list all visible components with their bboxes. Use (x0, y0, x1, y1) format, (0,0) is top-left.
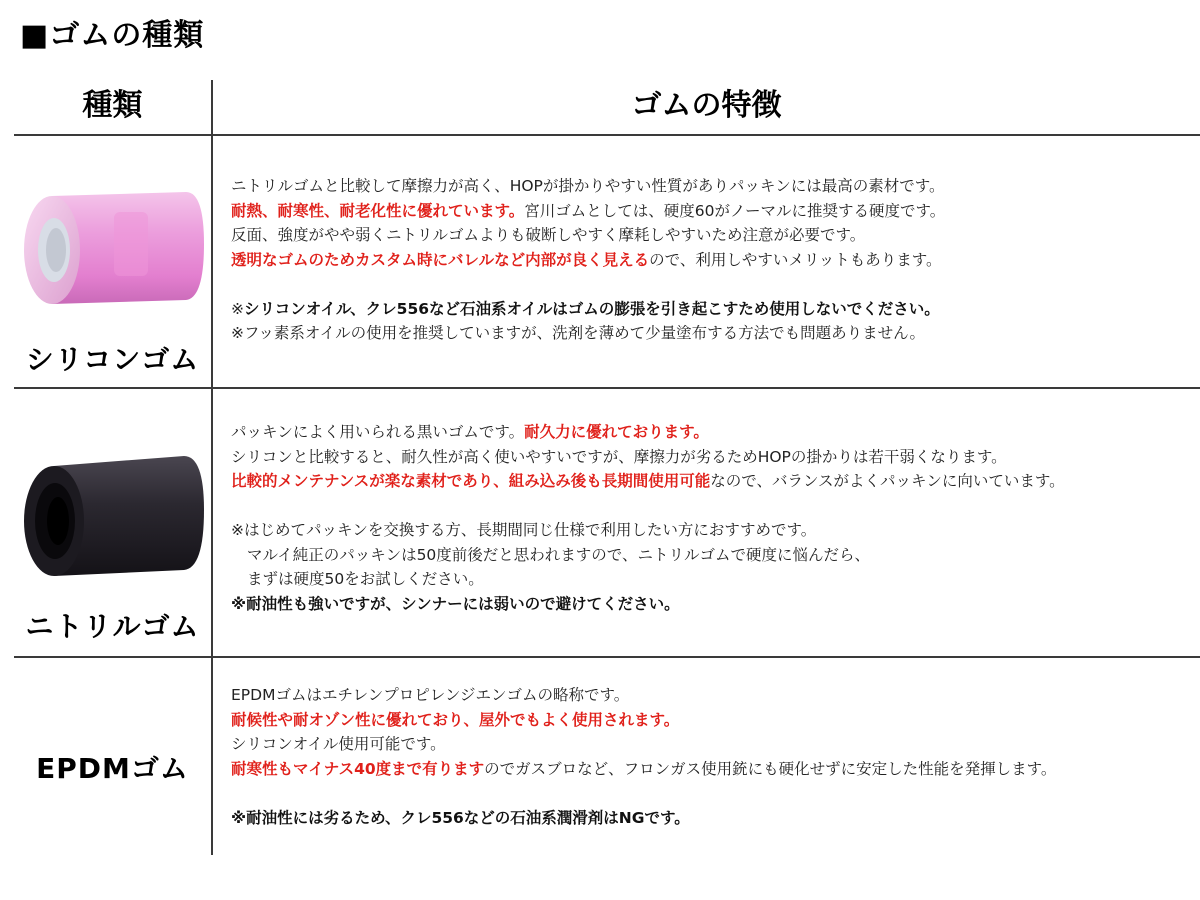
pink-translucent-tube-icon (18, 182, 208, 312)
highlight-text: 耐熱、耐寒性、耐老化性に優れています。 (231, 201, 525, 220)
silicone-description (231, 174, 1191, 346)
highlight-text: 耐候性や耐オゾン性に優れており、屋外でもよく使用されます。 (231, 710, 680, 729)
black-tube-icon (18, 446, 208, 584)
description-line (231, 199, 1191, 224)
description-line (231, 248, 1191, 273)
body-text: ので、利用しやすいメリットもあります。 (649, 250, 942, 269)
body-text: シリコンオイル使用可能です。 (231, 735, 446, 753)
body-text: まずは硬度50をお試しください。 (247, 570, 484, 588)
description-line (231, 567, 1191, 592)
row-divider (14, 134, 1200, 136)
page-title: ■ゴムの種類 (20, 18, 205, 53)
description-line (231, 469, 1191, 494)
epdm-description (231, 683, 1191, 830)
body-text: ニトリルゴムと比較して摩擦力が高く、HOPが掛かりやすい性質がありパッキンには最高の素材です。 (231, 177, 945, 195)
rubber-type-name: ニトリルゴム (25, 610, 200, 643)
row-divider (14, 656, 1200, 658)
body-text: マルイ純正のパッキンは50度前後だと思われますので、ニトリルゴムで硬度に悩んだら、 (247, 545, 870, 564)
body-text: ※はじめてパッキンを交換する方、長期間同じ仕様で利用したい方におすすめです。 (231, 521, 817, 539)
type-column-header: 種類 (82, 88, 143, 123)
description-line (231, 683, 1191, 708)
description-line (231, 543, 1191, 568)
description-line (231, 732, 1191, 757)
description-line (231, 708, 1191, 733)
description-line (231, 781, 1191, 806)
body-text: のでガスブロなど、フロンガス使用銃にも硬化せずに安定した性能を発揮します。 (484, 759, 1057, 778)
highlight-text: 耐久力に優れております。 (524, 423, 709, 441)
row-divider (14, 387, 1200, 389)
body-text: なので、バランスがよくパッキンに向いています。 (710, 472, 1065, 490)
body-text: 宮川ゴムとしては、硬度60がノーマルに推奨する硬度です。 (524, 201, 946, 220)
bold-note-text: ※耐油性も強いですが、シンナーには弱いので避けてください。 (231, 594, 680, 613)
description-line (231, 445, 1191, 470)
column-divider (211, 80, 213, 855)
description-line (231, 806, 1191, 831)
body-text: ※ (231, 299, 244, 318)
nitrile-description (231, 420, 1191, 616)
body-text: ※フッ素系オイルの使用を推奨していますが、洗剤を薄めて少量塗布する方法でも問題ありません。 (231, 324, 926, 342)
body-text: EPDMゴムはエチレンプロピレンジエンゴムの略称です。 (231, 686, 630, 704)
description-line (231, 494, 1191, 519)
description-line (231, 297, 1191, 322)
highlight-text: 比較的メンテナンスが楽な素材であり、組み込み後も長期間使用可能 (231, 472, 711, 490)
description-line (231, 223, 1191, 248)
highlight-text: 耐寒性もマイナス40度まで有ります (231, 759, 485, 778)
body-text: シリコンと比較すると、耐久性が高く使いやすいですが、摩擦力が劣るためHOPの掛かりは若干弱くなります。 (231, 447, 1007, 466)
description-line (231, 757, 1191, 782)
description-line (231, 321, 1191, 346)
highlight-text: 透明なゴムのためカスタム時にバレルなど内部が良く見える (231, 250, 650, 269)
description-line (231, 592, 1191, 617)
description-line (231, 174, 1191, 199)
description-line (231, 518, 1191, 543)
rubber-type-name: シリコンゴム (25, 343, 200, 376)
bold-note-text: シリコンオイル、クレ556など石油系オイルはゴムの膨張を引き起こすため使用しないでください。 (244, 299, 940, 318)
rubber-type-name: EPDMゴム (36, 752, 189, 785)
description-line (231, 420, 1191, 445)
body-text: パッキンによく用いられる黒いゴムです。 (231, 423, 525, 441)
body-text: 反面、強度がやや弱くニトリルゴムよりも破断しやすく摩耗しやすいため注意が必要です。 (231, 226, 866, 244)
description-line (231, 272, 1191, 297)
bold-note-text: ※耐油性には劣るため、クレ556などの石油系潤滑剤はNGです。 (231, 808, 690, 827)
feature-column-header: ゴムの特徴 (631, 88, 782, 123)
